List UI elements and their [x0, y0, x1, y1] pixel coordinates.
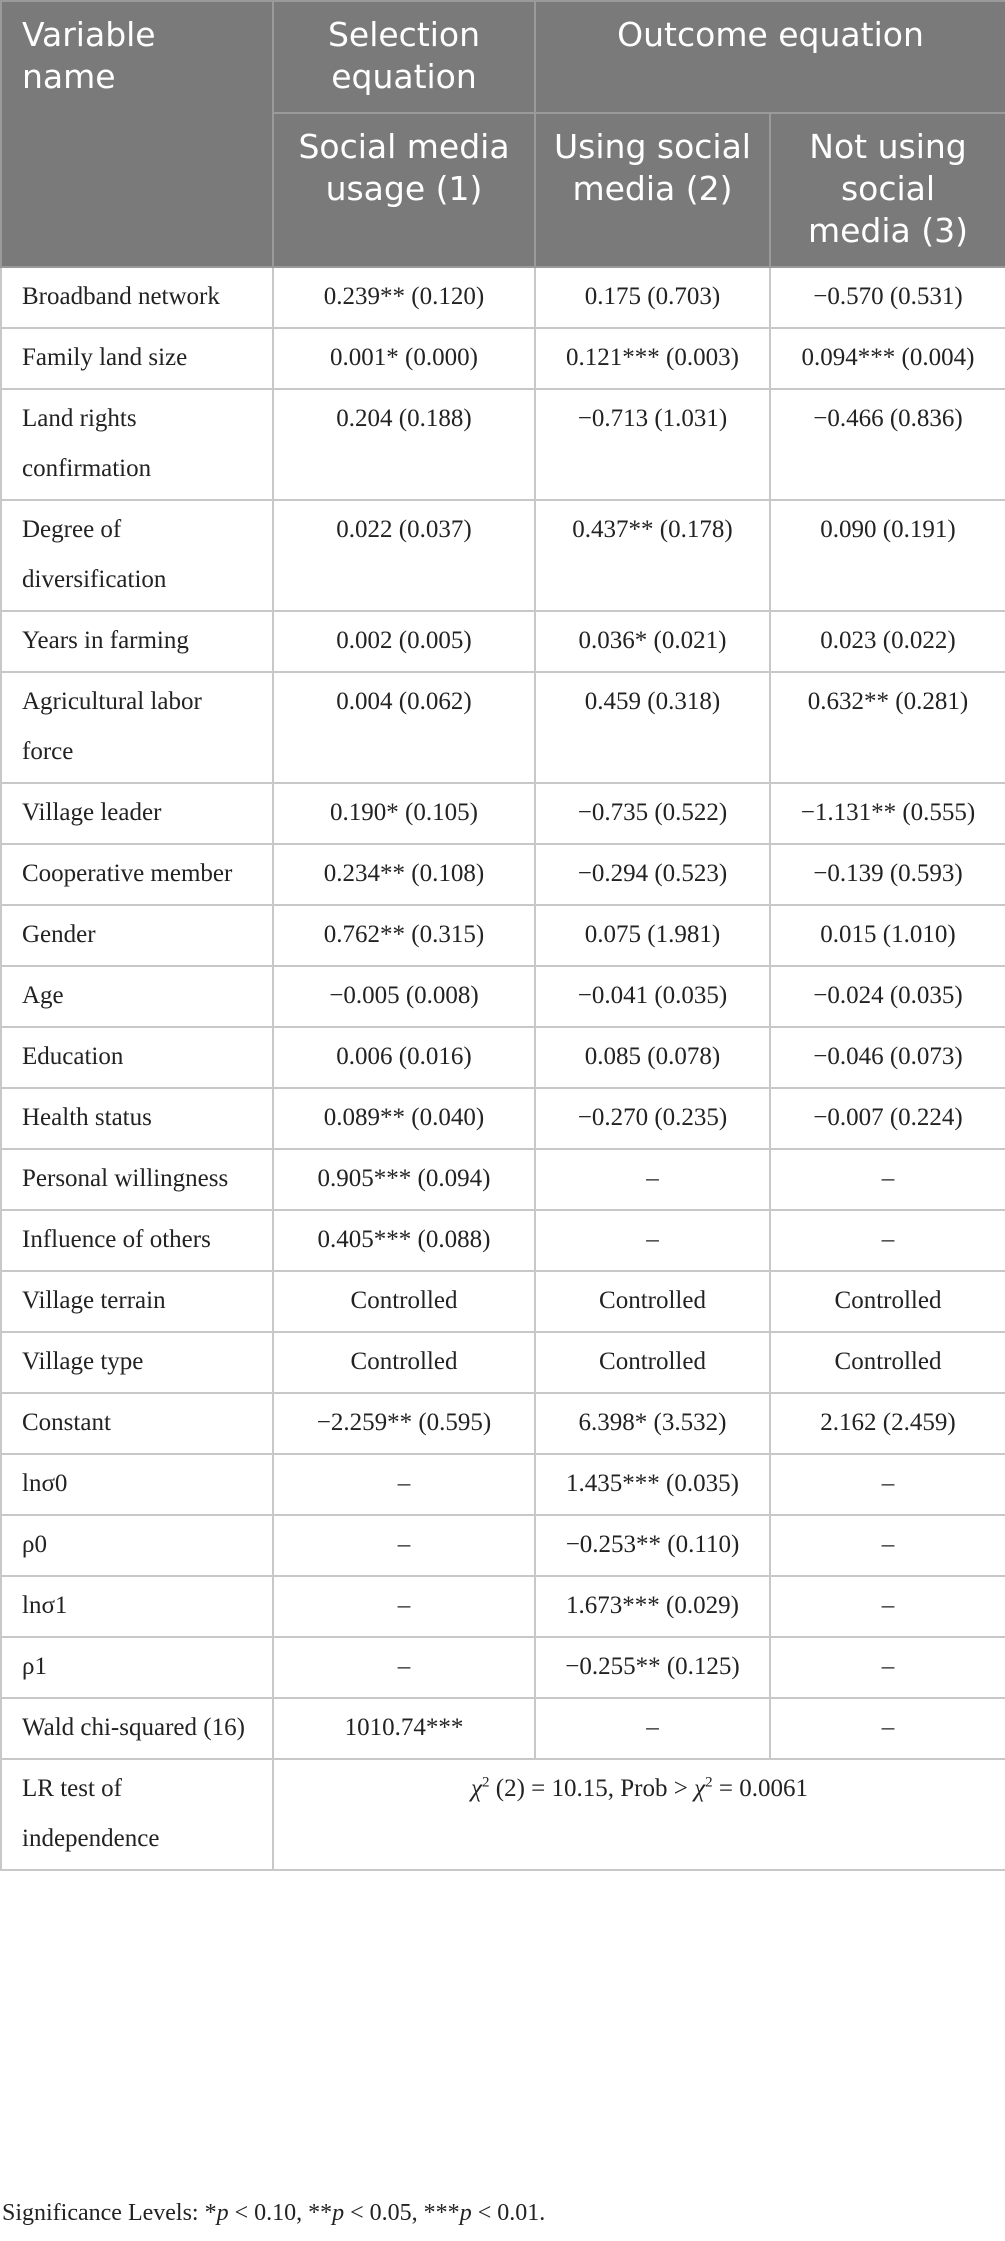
- col2-value: 1.673*** (0.029): [535, 1576, 770, 1637]
- table-row: [1, 1698, 1005, 1759]
- table-row: [1, 1332, 1005, 1393]
- footnote-level-1: < 0.10, **: [228, 2200, 333, 2226]
- table-row: [1, 1515, 1005, 1576]
- col3-value: –: [770, 1637, 1005, 1698]
- variable-label: Village type: [1, 1332, 273, 1393]
- col1-value: 0.905*** (0.094): [273, 1149, 535, 1210]
- table-row: [1, 1271, 1005, 1332]
- table-header: [1, 1, 1005, 267]
- col3-value: 0.023 (0.022): [770, 611, 1005, 672]
- col1-value: 0.001* (0.000): [273, 328, 535, 389]
- col3-value: −0.139 (0.593): [770, 844, 1005, 905]
- col3-value: 0.090 (0.191): [770, 500, 1005, 611]
- col1-header: Social media usage (1): [273, 113, 535, 267]
- col3-value: –: [770, 1515, 1005, 1576]
- col1-value: 0.190* (0.105): [273, 783, 535, 844]
- col2-value: 0.121*** (0.003): [535, 328, 770, 389]
- table-row: [1, 1393, 1005, 1454]
- col2-header: Using social media (2): [535, 113, 770, 267]
- variable-label: Wald chi-squared (16): [1, 1698, 273, 1759]
- table-row: [1, 389, 1005, 500]
- col3-value: −1.131** (0.555): [770, 783, 1005, 844]
- col3-value: Controlled: [770, 1271, 1005, 1332]
- variable-label: Years in farming: [1, 611, 273, 672]
- table-row: [1, 783, 1005, 844]
- lr-df: (2) = 10.15, Prob >: [489, 1775, 695, 1802]
- table-row: [1, 611, 1005, 672]
- col2-value: −0.735 (0.522): [535, 783, 770, 844]
- col1-value: 1010.74***: [273, 1698, 535, 1759]
- col1-value: –: [273, 1576, 535, 1637]
- col2-value: Controlled: [535, 1332, 770, 1393]
- col1-value: 0.006 (0.016): [273, 1027, 535, 1088]
- chi-symbol: χ: [471, 1775, 483, 1802]
- table-row: [1, 1637, 1005, 1698]
- col3-value: −0.024 (0.035): [770, 966, 1005, 1027]
- col1-value: 0.089** (0.040): [273, 1088, 535, 1149]
- col2-value: −0.253** (0.110): [535, 1515, 770, 1576]
- footnote-level-2: < 0.05, ***: [344, 2200, 460, 2226]
- col1-value: −2.259** (0.595): [273, 1393, 535, 1454]
- variable-name-header: Variable name: [1, 1, 273, 267]
- col3-value: –: [770, 1149, 1005, 1210]
- table-row: [1, 1149, 1005, 1210]
- variable-label: ρ0: [1, 1515, 273, 1576]
- chi-symbol-2: χ: [694, 1775, 706, 1802]
- lr-test-label: LR test of independence: [1, 1759, 273, 1870]
- table-row: [1, 966, 1005, 1027]
- col3-value: −0.007 (0.224): [770, 1088, 1005, 1149]
- col2-value: 0.075 (1.981): [535, 905, 770, 966]
- col1-value: 0.204 (0.188): [273, 389, 535, 500]
- col3-value: −0.466 (0.836): [770, 389, 1005, 500]
- col1-value: Controlled: [273, 1271, 535, 1332]
- variable-label: Family land size: [1, 328, 273, 389]
- table-row: [1, 672, 1005, 783]
- col2-value: −0.713 (1.031): [535, 389, 770, 500]
- col3-value: 0.632** (0.281): [770, 672, 1005, 783]
- variable-label: Land rights confirmation: [1, 389, 273, 500]
- col1-value: 0.004 (0.062): [273, 672, 535, 783]
- col1-value: 0.002 (0.005): [273, 611, 535, 672]
- col1-value: –: [273, 1454, 535, 1515]
- col1-value: 0.239** (0.120): [273, 267, 535, 328]
- col3-value: Controlled: [770, 1332, 1005, 1393]
- table-row: [1, 328, 1005, 389]
- footnote-lead: Significance Levels: *: [2, 2200, 217, 2226]
- chi-superscript: 2: [482, 1774, 490, 1791]
- table-row: [1, 500, 1005, 611]
- variable-label: lnσ0: [1, 1454, 273, 1515]
- variable-label: Constant: [1, 1393, 273, 1454]
- table-row: [1, 1210, 1005, 1271]
- col3-value: –: [770, 1576, 1005, 1637]
- col1-value: Controlled: [273, 1332, 535, 1393]
- col3-value: –: [770, 1454, 1005, 1515]
- col2-value: 0.459 (0.318): [535, 672, 770, 783]
- significance-footnote: [2, 2200, 545, 2227]
- col2-value: 0.085 (0.078): [535, 1027, 770, 1088]
- variable-label: Cooperative member: [1, 844, 273, 905]
- col2-value: −0.255** (0.125): [535, 1637, 770, 1698]
- col2-value: –: [535, 1698, 770, 1759]
- table-row: [1, 844, 1005, 905]
- variable-label: Broadband network: [1, 267, 273, 328]
- col3-header: Not using social media (3): [770, 113, 1005, 267]
- lr-prob-value: = 0.0061: [712, 1775, 808, 1802]
- footnote-p: p: [332, 2200, 345, 2226]
- col2-value: −0.041 (0.035): [535, 966, 770, 1027]
- footnote-level-3: < 0.01.: [471, 2200, 546, 2226]
- lr-test-row: [1, 1759, 1005, 1870]
- col2-value: –: [535, 1149, 770, 1210]
- col3-value: 2.162 (2.459): [770, 1393, 1005, 1454]
- variable-label: Education: [1, 1027, 273, 1088]
- col3-value: 0.094*** (0.004): [770, 328, 1005, 389]
- footnote-p: p: [216, 2200, 229, 2226]
- table-row: [1, 1576, 1005, 1637]
- table-row: [1, 267, 1005, 328]
- table-row: [1, 1027, 1005, 1088]
- variable-label: Health status: [1, 1088, 273, 1149]
- col1-value: –: [273, 1637, 535, 1698]
- col3-value: −0.046 (0.073): [770, 1027, 1005, 1088]
- col2-value: 0.175 (0.703): [535, 267, 770, 328]
- col2-value: 0.437** (0.178): [535, 500, 770, 611]
- table-row: [1, 1454, 1005, 1515]
- col3-value: –: [770, 1210, 1005, 1271]
- col2-value: 1.435*** (0.035): [535, 1454, 770, 1515]
- col3-value: –: [770, 1698, 1005, 1759]
- variable-label: Personal willingness: [1, 1149, 273, 1210]
- col2-value: 6.398* (3.532): [535, 1393, 770, 1454]
- footnote-p: p: [459, 2200, 472, 2226]
- chi-superscript-2: 2: [705, 1774, 713, 1791]
- col1-value: 0.022 (0.037): [273, 500, 535, 611]
- header-row: [1, 1, 1005, 113]
- variable-label: Agricultural labor force: [1, 672, 273, 783]
- variable-label: Gender: [1, 905, 273, 966]
- variable-label: Degree of diversification: [1, 500, 273, 611]
- variable-label: Village terrain: [1, 1271, 273, 1332]
- col2-value: Controlled: [535, 1271, 770, 1332]
- col2-value: −0.294 (0.523): [535, 844, 770, 905]
- col1-value: 0.234** (0.108): [273, 844, 535, 905]
- col3-value: −0.570 (0.531): [770, 267, 1005, 328]
- variable-label: Age: [1, 966, 273, 1027]
- table-body: [1, 267, 1005, 1870]
- variable-label: Village leader: [1, 783, 273, 844]
- col1-value: 0.762** (0.315): [273, 905, 535, 966]
- col1-value: 0.405*** (0.088): [273, 1210, 535, 1271]
- table-row: [1, 1088, 1005, 1149]
- selection-equation-header: Selection equation: [273, 1, 535, 113]
- col2-value: −0.270 (0.235): [535, 1088, 770, 1149]
- col2-value: –: [535, 1210, 770, 1271]
- col1-value: –: [273, 1515, 535, 1576]
- col2-value: 0.036* (0.021): [535, 611, 770, 672]
- variable-label: Influence of others: [1, 1210, 273, 1271]
- col1-value: −0.005 (0.008): [273, 966, 535, 1027]
- variable-label: ρ1: [1, 1637, 273, 1698]
- variable-label: lnσ1: [1, 1576, 273, 1637]
- col3-value: 0.015 (1.010): [770, 905, 1005, 966]
- lr-test-result: [273, 1759, 1005, 1870]
- outcome-equation-header: Outcome equation: [535, 1, 1005, 113]
- table-row: [1, 905, 1005, 966]
